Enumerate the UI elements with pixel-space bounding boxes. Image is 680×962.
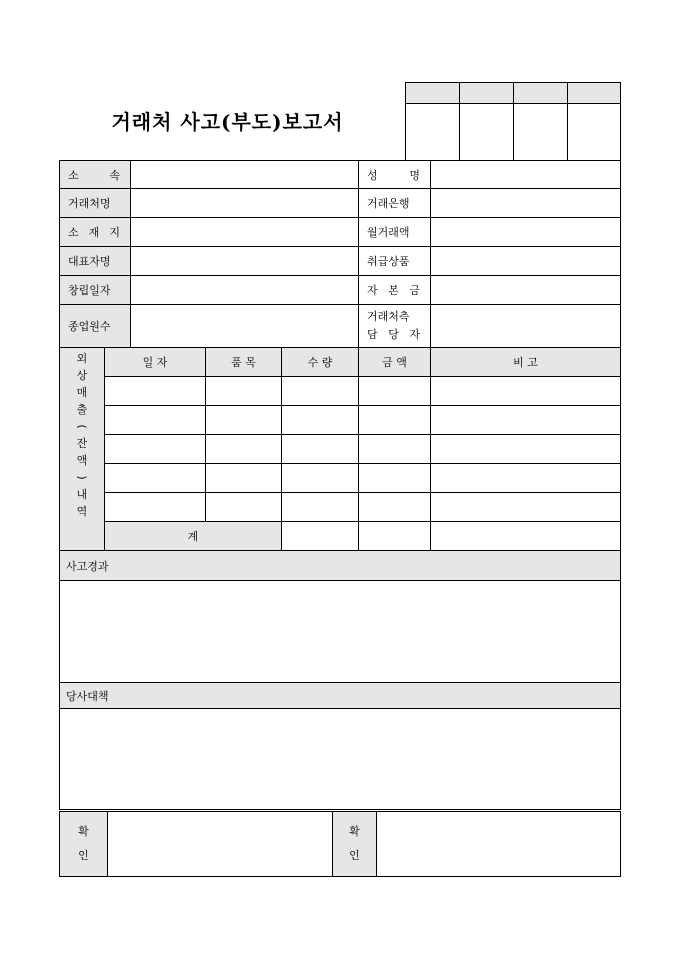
cell-item[interactable] — [206, 464, 282, 493]
response-header-row — [60, 683, 621, 709]
info-row — [60, 276, 621, 305]
total-note[interactable] — [431, 522, 621, 551]
side-char: 출 — [76, 403, 88, 416]
cell-amount[interactable] — [359, 464, 431, 493]
confirm-char: 인 — [349, 849, 360, 862]
cell-item[interactable] — [206, 406, 282, 435]
label-name: 성 명 — [359, 161, 431, 189]
side-char: 상 — [76, 369, 88, 382]
cell-qty[interactable] — [282, 464, 359, 493]
cell-note[interactable] — [431, 493, 621, 522]
label-affiliation: 소 속 — [60, 161, 131, 189]
side-char: 외 — [76, 352, 88, 365]
field-affiliation[interactable] — [131, 161, 359, 189]
total-amount[interactable] — [359, 522, 431, 551]
field-bank[interactable] — [431, 189, 621, 218]
response-body-row — [60, 709, 621, 810]
label-representative: 대표자명 — [60, 247, 131, 276]
label-client-contact-line1: 거래처측 — [367, 310, 410, 323]
header-amount: 금 액 — [359, 348, 431, 377]
approval-header-cell — [568, 83, 621, 104]
field-capital[interactable] — [431, 276, 621, 305]
approval-table — [405, 82, 621, 161]
cell-note[interactable] — [431, 406, 621, 435]
total-label: 계 — [105, 522, 282, 551]
field-products[interactable] — [431, 247, 621, 276]
label-client-contact — [359, 305, 431, 348]
sales-side-label — [60, 348, 105, 551]
field-client-contact[interactable] — [431, 305, 621, 348]
sales-row — [60, 493, 621, 522]
confirm-char: 확 — [349, 825, 360, 838]
cell-date[interactable] — [105, 464, 206, 493]
cell-date[interactable] — [105, 406, 206, 435]
label-location: 소 재 지 — [60, 218, 131, 247]
cell-date[interactable] — [105, 493, 206, 522]
confirm-label-right — [333, 812, 377, 877]
confirm-label-left — [60, 812, 108, 877]
header-item: 품 목 — [206, 348, 282, 377]
approval-sign-cell[interactable] — [406, 104, 460, 161]
cell-amount[interactable] — [359, 493, 431, 522]
field-representative[interactable] — [131, 247, 359, 276]
approval-header-cell — [406, 83, 460, 104]
info-row — [60, 305, 621, 348]
page-title: 거래처 사고(부도)보고서 — [111, 110, 344, 134]
cell-amount[interactable] — [359, 406, 431, 435]
report-form — [59, 160, 621, 810]
header-qty: 수 량 — [282, 348, 359, 377]
cell-date[interactable] — [105, 435, 206, 464]
accident-section-label: 사고경과 — [60, 551, 621, 581]
cell-amount[interactable] — [359, 377, 431, 406]
info-row — [60, 247, 621, 276]
cell-item[interactable] — [206, 377, 282, 406]
cell-item[interactable] — [206, 435, 282, 464]
field-monthly-volume[interactable] — [431, 218, 621, 247]
total-qty[interactable] — [282, 522, 359, 551]
cell-note[interactable] — [431, 464, 621, 493]
field-founding-date[interactable] — [131, 276, 359, 305]
label-capital: 자 본 금 — [359, 276, 431, 305]
accident-header-row — [60, 551, 621, 581]
approval-sign-cell[interactable] — [568, 104, 621, 161]
sales-row — [60, 464, 621, 493]
confirmation-table — [59, 811, 621, 877]
label-products: 취급상품 — [359, 247, 431, 276]
cell-qty[interactable] — [282, 435, 359, 464]
sales-total-row — [60, 522, 621, 551]
accident-body-row — [60, 581, 621, 683]
info-row — [60, 189, 621, 218]
side-char: 액 — [76, 454, 88, 467]
response-text-area[interactable] — [60, 709, 621, 810]
cell-note[interactable] — [431, 377, 621, 406]
confirm-sign-right[interactable] — [377, 812, 621, 877]
label-employees: 종업원수 — [60, 305, 131, 348]
side-char: ( — [75, 424, 89, 429]
approval-sign-cell[interactable] — [514, 104, 568, 161]
confirm-char: 확 — [78, 825, 89, 838]
label-client-name: 거래처명 — [60, 189, 131, 218]
cell-qty[interactable] — [282, 493, 359, 522]
side-char: 역 — [76, 505, 88, 518]
label-bank: 거래은행 — [359, 189, 431, 218]
label-client-contact-line2: 담 당 자 — [367, 328, 421, 341]
label-founding-date: 창립일자 — [60, 276, 131, 305]
approval-sign-cell[interactable] — [460, 104, 514, 161]
confirm-sign-left[interactable] — [108, 812, 333, 877]
sales-row — [60, 377, 621, 406]
sales-row — [60, 435, 621, 464]
cell-date[interactable] — [105, 377, 206, 406]
field-location[interactable] — [131, 218, 359, 247]
header-date: 일 자 — [105, 348, 206, 377]
confirm-char: 인 — [78, 849, 89, 862]
side-char: ) — [75, 475, 89, 480]
approval-header-cell — [514, 83, 568, 104]
response-section-label: 당사대책 — [60, 683, 621, 709]
side-char: 내 — [76, 488, 88, 501]
side-char: 매 — [76, 386, 88, 399]
info-row — [60, 161, 621, 189]
info-row — [60, 218, 621, 247]
field-employees[interactable] — [131, 305, 359, 348]
accident-text-area[interactable] — [60, 581, 621, 683]
cell-note[interactable] — [431, 435, 621, 464]
header-note: 비 고 — [431, 348, 621, 377]
label-monthly-volume: 월거래액 — [359, 218, 431, 247]
cell-qty[interactable] — [282, 377, 359, 406]
cell-amount[interactable] — [359, 435, 431, 464]
field-name[interactable] — [431, 161, 621, 189]
cell-item[interactable] — [206, 493, 282, 522]
sales-header-row — [60, 348, 621, 377]
approval-header-cell — [460, 83, 514, 104]
side-char: 잔 — [76, 437, 88, 450]
sales-row — [60, 406, 621, 435]
field-client-name[interactable] — [131, 189, 359, 218]
cell-qty[interactable] — [282, 406, 359, 435]
